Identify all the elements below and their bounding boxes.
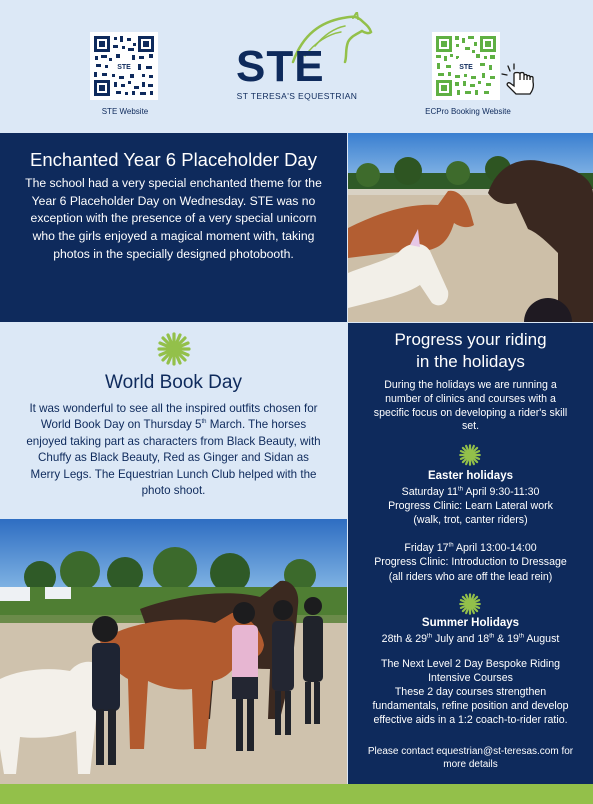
qr-badge: STE — [117, 64, 131, 71]
summer-holidays-block — [348, 616, 593, 646]
summer-course-description: These 2 day courses strengthen fundamentals, refine position and develop effective aids in a 1:2 coach-to-rider ratio. — [372, 686, 569, 727]
qr-badge: STE — [459, 64, 473, 71]
contact-details: Please contact equestrian@st-teresas.com for more details — [367, 746, 574, 770]
flower-icon — [157, 332, 191, 366]
easter-clinic-2-note: (all riders who are off the lead rein) — [388, 570, 553, 583]
flower-icon — [459, 444, 481, 466]
ecpro-booking-qr[interactable] — [432, 32, 500, 100]
progress-riding-section — [348, 323, 593, 784]
footer-accent-bar — [0, 784, 593, 804]
world-book-day-title: World Book Day — [105, 372, 242, 393]
flower-icon — [459, 593, 481, 615]
pointer-hand-icon — [500, 62, 538, 96]
ste-website-caption: STE Website — [101, 107, 149, 116]
world-book-day-section — [0, 323, 347, 519]
easter-holidays-block — [348, 469, 593, 584]
progress-intro: During the holidays we are running a number of clinics and courses with a specific focus on developing a rider's skill set. — [373, 379, 568, 433]
easter-clinic-1-note: (walk, trot, canter riders) — [413, 514, 528, 527]
ecpro-booking-caption: ECPro Booking Website — [425, 107, 511, 116]
enchanted-day-title: Enchanted Year 6 Placeholder Day — [30, 149, 317, 170]
qr-code-icon — [92, 34, 156, 98]
enchanted-day-section — [0, 133, 347, 322]
book-day-photo — [0, 519, 347, 784]
ste-website-qr[interactable] — [90, 32, 158, 100]
progress-title: Progress your riding in the holidays — [394, 330, 547, 372]
qr-code-icon — [434, 34, 498, 98]
world-book-day-body: It was wonderful to see all the inspired outfits chosen for World Book Day on Thursday 5th March. The horses enjoyed taking part as characters from Black Beauty, with Chuffy as Black Beauty, Red as Ginger and Sidan as Merry Legs. The Equestrian Lunch Club helped with the photo shoot. — [26, 402, 321, 498]
summer-course-title: The Next Level 2 Day Bespoke Riding Intensive Courses — [380, 658, 560, 685]
summer-holidays-heading: Summer Holidays — [421, 617, 520, 629]
easter-clinic-2-date: Friday 17th April 13:00-14:00 — [404, 541, 537, 554]
easter-clinic-1-date: Saturday 11th April 9:30-11:30 — [401, 485, 540, 498]
easter-clinic-1-title: Progress Clinic: Learn Lateral work — [388, 500, 553, 513]
unicorn-photo — [348, 133, 593, 322]
easter-holidays-heading: Easter holidays — [427, 470, 513, 482]
logo-title: STE — [236, 42, 325, 91]
easter-clinic-2-title: Progress Clinic: Introduction to Dressage — [374, 556, 567, 569]
summer-dates: 28th & 29th July and 18th & 19th August — [381, 632, 560, 645]
enchanted-day-body: The school had a very special enchanted theme for the Year 6 Placeholder Day on Wednesday. STE was no exception with the presence of a very special unicorn who the girls enjoyed a magical moment with, taking photos in the specially designed photobooth. — [25, 176, 322, 261]
logo-subtitle: ST TERESA'S EQUESTRIAN — [236, 91, 358, 101]
